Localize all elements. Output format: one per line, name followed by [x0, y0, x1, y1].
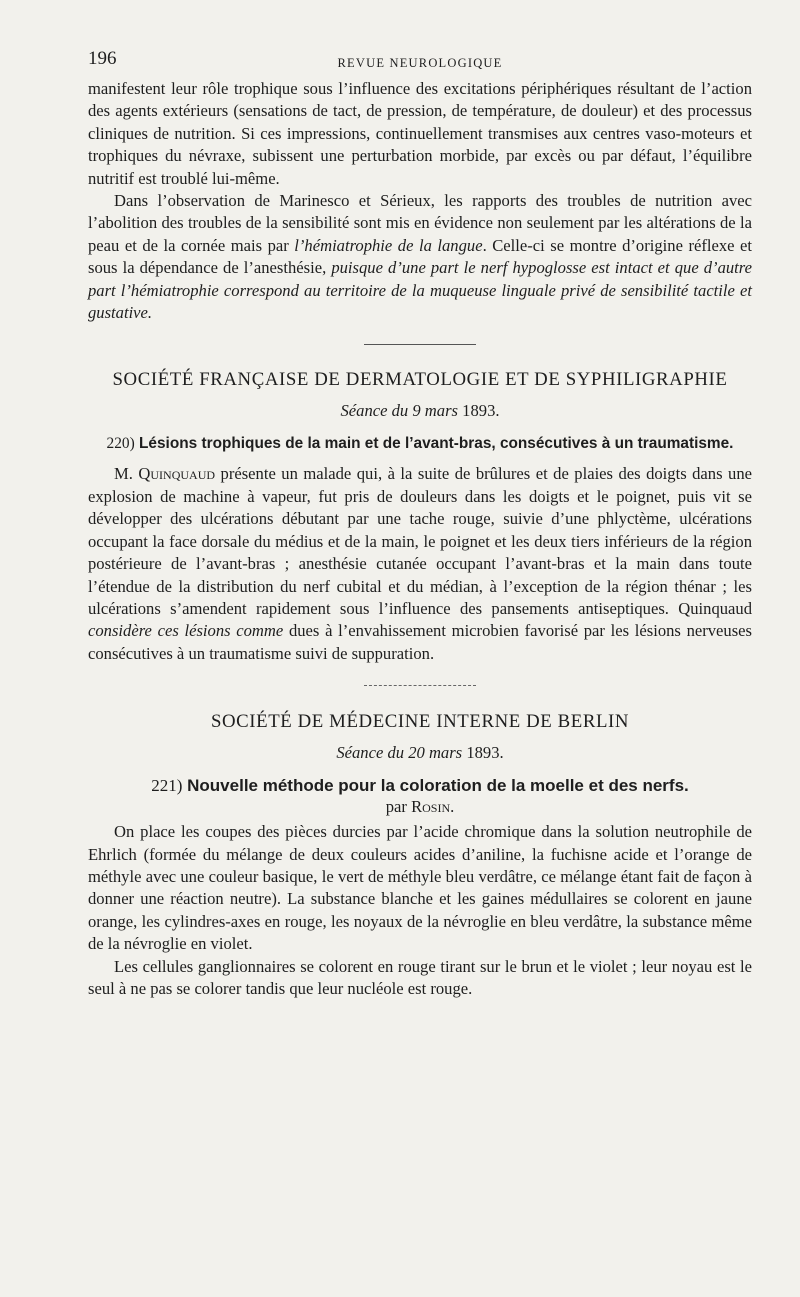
article-title-text-221: Nouvelle méthode pour la coloration de la moelle et des nerfs.	[187, 776, 689, 796]
society-heading-1: SOCIÉTÉ FRANÇAISE DE DERMATOLOGIE ET DE SYPHILIGRAPHIE	[112, 369, 728, 391]
session-date-2	[88, 743, 752, 763]
intro-italic-b: l’hémiatrophie de la langue	[294, 235, 483, 255]
article-number-220: 220)	[106, 435, 135, 453]
article-number-221: 221)	[151, 776, 183, 796]
section-divider	[364, 344, 476, 345]
body-mr: M.	[114, 464, 133, 484]
page-number: 196	[88, 48, 117, 69]
byline-par: par	[385, 797, 407, 817]
session-label-2: Séance du 20 mars	[336, 743, 463, 763]
article-title-text-220: Lésions trophiques de la main et de l’avant-bras, consécutives à un traumatisme.	[139, 435, 734, 453]
session-date-1	[88, 401, 752, 421]
session-label-1: Séance du 9 mars	[340, 401, 459, 421]
intro-text-c: . Celle-ci se montre d’origine réflexe et sous la dépendance de l’anesthésie,	[88, 235, 752, 278]
society-heading-2: SOCIÉTÉ DE MÉDECINE INTERNE DE BERLIN	[210, 711, 630, 733]
article-title-221	[88, 775, 752, 797]
intro-paragraph-2	[88, 190, 752, 324]
section-divider-dashed	[364, 685, 476, 687]
intro-text-a: Dans l’observation de Marinesco et Sérieux, les rapports des troubles de nutrition avec l’abolition des troubles de la sensibilité sont mis en évidence non seulement par les altérations de la peau et de la cornée mais par	[88, 191, 752, 255]
article-body-221-p1: On place les coupes des pièces durcies par l’acide chromique dans la solution neutrophile de Ehrlich (formée du mélange de deux couleurs acides d’aniline, la fuchisne acide et l’orange de méthyle avec une couleur basique, le vert de méthyle bleu verdâtre, ce mélange étant fait de façon à donner une réaction neutre). La substance blanche et les gaines médullaires se colorent en jaune orange, les cylindres-axes en rouge, les noyaux de la névroglie en bleu verdâtre, la substance même de la névroglie en violet.	[88, 822, 752, 954]
intro-italic-d: puisque d’une part le nerf hypoglosse est intact et que d’autre part l’hémiatrophie correspond au territoire de la muqueuse linguale privé de sensibilité tactile et gustative.	[88, 258, 752, 323]
body-text-a: présente un malade qui, à la suite de brûlures et de plaies des doigts dans une explosion de machine à vapeur, fut pris de douleurs dans les doigts et le poignet, puis vit se développer des ulcérations débutant par une tache rouge, suivie d’une phlyctème, ulcérations occupant la face dorsale du médius et de la main, le poignet et les deux tiers inférieurs de la région postérieure de l’avant-bras ; anesthésie cutanée occupant l’avant-bras et la main dans toute l’étendue de la distribution du nerf cubital et du médian, à l’exception de la région thénar ; les ulcérations s’amendent rapidement sous l’influence des pansements antiseptiques. Quinquaud	[88, 464, 752, 618]
page	[88, 44, 752, 1000]
author-rosin: Rosin.	[411, 797, 455, 817]
byline	[88, 797, 752, 817]
article-body-221-p2: Les cellules ganglionnaires se colorent en rouge tirant sur le brun et le violet ; leur noyau est le seul à ne pas se colorer tandis que leur nucléole est rouge.	[88, 956, 752, 998]
journal-title: REVUE NEUROLOGIQUE	[337, 56, 503, 70]
article-title-220	[88, 433, 752, 455]
article-body-220	[88, 463, 752, 665]
intro-paragraph-1: manifestent leur rôle trophique sous l’influence des excitations périphériques résultant de l’action des agents extérieurs (sensations de tact, de pression, de température, de douleur) et des processus cliniques de nutrition. Si ces impressions, continuellement transmises aux centres vaso-moteurs et trophiques du névraxe, subissent une perturbation morbide, par excès ou par défaut, l’équilibre nutritif est troublé lui-même.	[88, 79, 752, 188]
session-year-1: 1893.	[462, 401, 500, 421]
running-head	[88, 44, 752, 78]
body-text-c: dues à l’envahissement microbien favorisé par les lésions nerveuses consécutives à un traumatisme suivi de suppuration.	[88, 621, 752, 663]
session-year-2: 1893.	[466, 743, 504, 763]
author-quinquaud: Quinquaud	[138, 464, 216, 484]
body-italic-b: considère ces lésions comme	[88, 621, 284, 641]
